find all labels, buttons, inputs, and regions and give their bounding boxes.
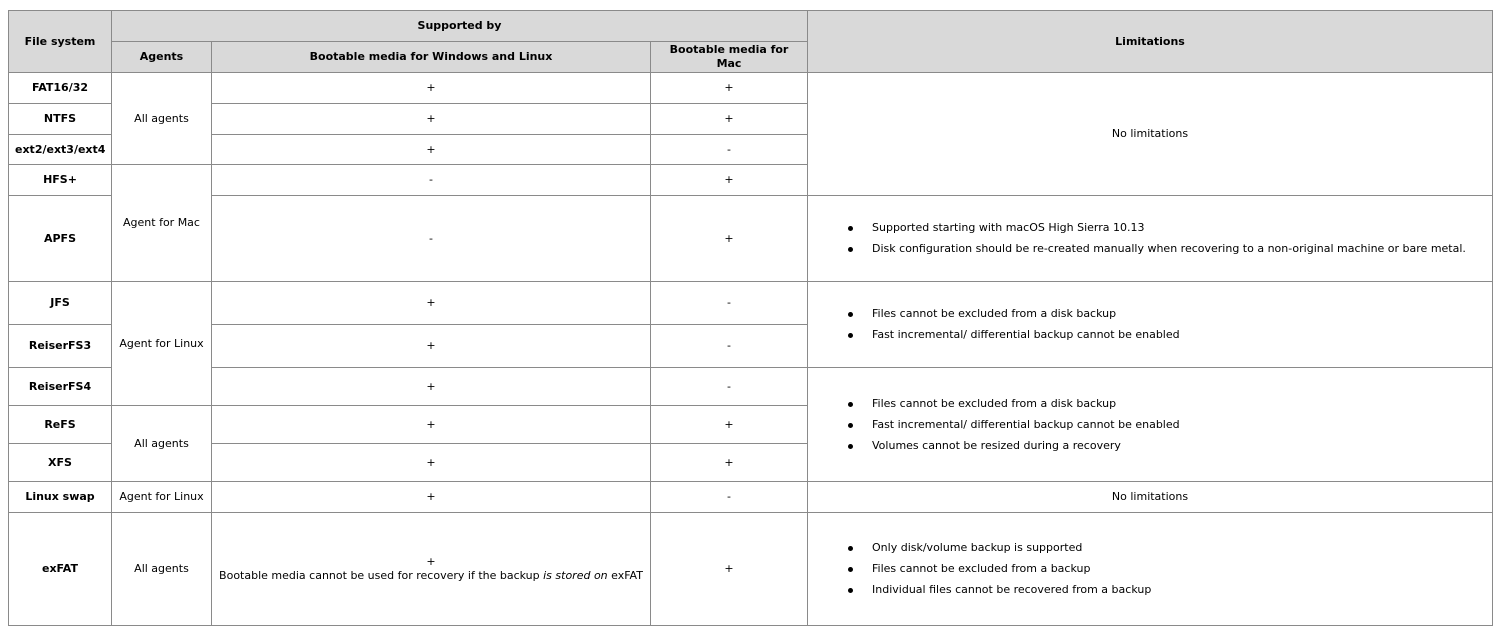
win-linux-support: + (212, 444, 651, 482)
limitation-cell (808, 282, 1493, 368)
list-item: Volumes cannot be resized during a recovery (838, 439, 1486, 453)
fs-name: ReFS (9, 406, 112, 444)
agent-cell: All agents (112, 73, 212, 165)
table-row (9, 196, 1493, 282)
list-item: Disk configuration should be re-created manually when recovering to a non-original machine or bare metal. (838, 242, 1486, 256)
list-item: Files cannot be excluded from a disk backup (838, 307, 1486, 321)
win-linux-support: + (212, 368, 651, 406)
fs-name: Linux swap (9, 482, 112, 513)
table-row (9, 368, 1493, 406)
mac-support: - (651, 135, 808, 165)
list-item: Fast incremental/ differential backup cannot be enabled (838, 418, 1486, 432)
header-file-system: File system (9, 11, 112, 73)
header-supported-by: Supported by (112, 11, 808, 42)
bullet-icon (848, 333, 853, 338)
header-limitations: Limitations (808, 11, 1493, 73)
support-note: Bootable media cannot be used for recovery if the backup is stored on exFAT (219, 569, 643, 582)
bullet-icon (848, 444, 853, 449)
mac-support: - (651, 282, 808, 325)
limitation-list (838, 221, 1486, 256)
header-bootable-mac: Bootable media for Mac (651, 42, 808, 73)
fs-name: ext2/ext3/ext4 (9, 135, 112, 165)
table-row (9, 482, 1493, 513)
fs-name: NTFS (9, 104, 112, 135)
limitation-list (838, 541, 1486, 597)
limitation-cell: No limitations (808, 73, 1493, 196)
agent-cell: Agent for Mac (112, 165, 212, 282)
mac-support: + (651, 196, 808, 282)
bullet-icon (848, 423, 853, 428)
list-item: Files cannot be excluded from a backup (838, 562, 1486, 576)
mac-support: - (651, 368, 808, 406)
mac-support: - (651, 482, 808, 513)
fs-name: JFS (9, 282, 112, 325)
list-item: Fast incremental/ differential backup cannot be enabled (838, 328, 1486, 342)
list-item: Supported starting with macOS High Sierra 10.13 (838, 221, 1486, 235)
fs-name: XFS (9, 444, 112, 482)
bullet-icon (848, 567, 853, 572)
table-row (9, 513, 1493, 626)
limitation-cell (808, 513, 1493, 626)
bullet-icon (848, 247, 853, 252)
win-linux-support: + (212, 406, 651, 444)
fs-name: HFS+ (9, 165, 112, 196)
win-linux-support: - (212, 196, 651, 282)
fs-name: ReiserFS3 (9, 325, 112, 368)
win-linux-support: - (212, 165, 651, 196)
fs-name: FAT16/32 (9, 73, 112, 104)
win-linux-support: + (212, 135, 651, 165)
mac-support: + (651, 406, 808, 444)
agent-cell: Agent for Linux (112, 282, 212, 406)
mac-support: + (651, 104, 808, 135)
bullet-icon (848, 226, 853, 231)
bullet-icon (848, 312, 853, 317)
limitation-list (838, 397, 1486, 453)
mac-support: + (651, 73, 808, 104)
table-row (9, 282, 1493, 325)
limitation-cell: No limitations (808, 482, 1493, 513)
support-mark: + (426, 555, 436, 568)
header-agents: Agents (112, 42, 212, 73)
limitation-cell (808, 368, 1493, 482)
bullet-icon (848, 546, 853, 551)
file-system-support-table (8, 10, 1493, 626)
bullet-icon (848, 402, 853, 407)
win-linux-support: + (212, 325, 651, 368)
mac-support: - (651, 325, 808, 368)
win-linux-support: + (212, 482, 651, 513)
list-item: Only disk/volume backup is supported (838, 541, 1486, 555)
mac-support: + (651, 444, 808, 482)
agent-cell: All agents (112, 513, 212, 626)
fs-name: exFAT (9, 513, 112, 626)
list-item: Individual files cannot be recovered from a backup (838, 583, 1486, 597)
fs-name: ReiserFS4 (9, 368, 112, 406)
win-linux-support: + (212, 73, 651, 104)
limitation-list (838, 307, 1486, 342)
agent-cell: All agents (112, 406, 212, 482)
mac-support: + (651, 165, 808, 196)
win-linux-support (212, 513, 651, 626)
agent-cell: Agent for Linux (112, 482, 212, 513)
fs-name: APFS (9, 196, 112, 282)
list-item: Files cannot be excluded from a disk backup (838, 397, 1486, 411)
table-row (9, 73, 1493, 104)
win-linux-support: + (212, 104, 651, 135)
win-linux-support: + (212, 282, 651, 325)
header-bootable-win-linux: Bootable media for Windows and Linux (212, 42, 651, 73)
bullet-icon (848, 588, 853, 593)
mac-support: + (651, 513, 808, 626)
limitation-cell (808, 196, 1493, 282)
